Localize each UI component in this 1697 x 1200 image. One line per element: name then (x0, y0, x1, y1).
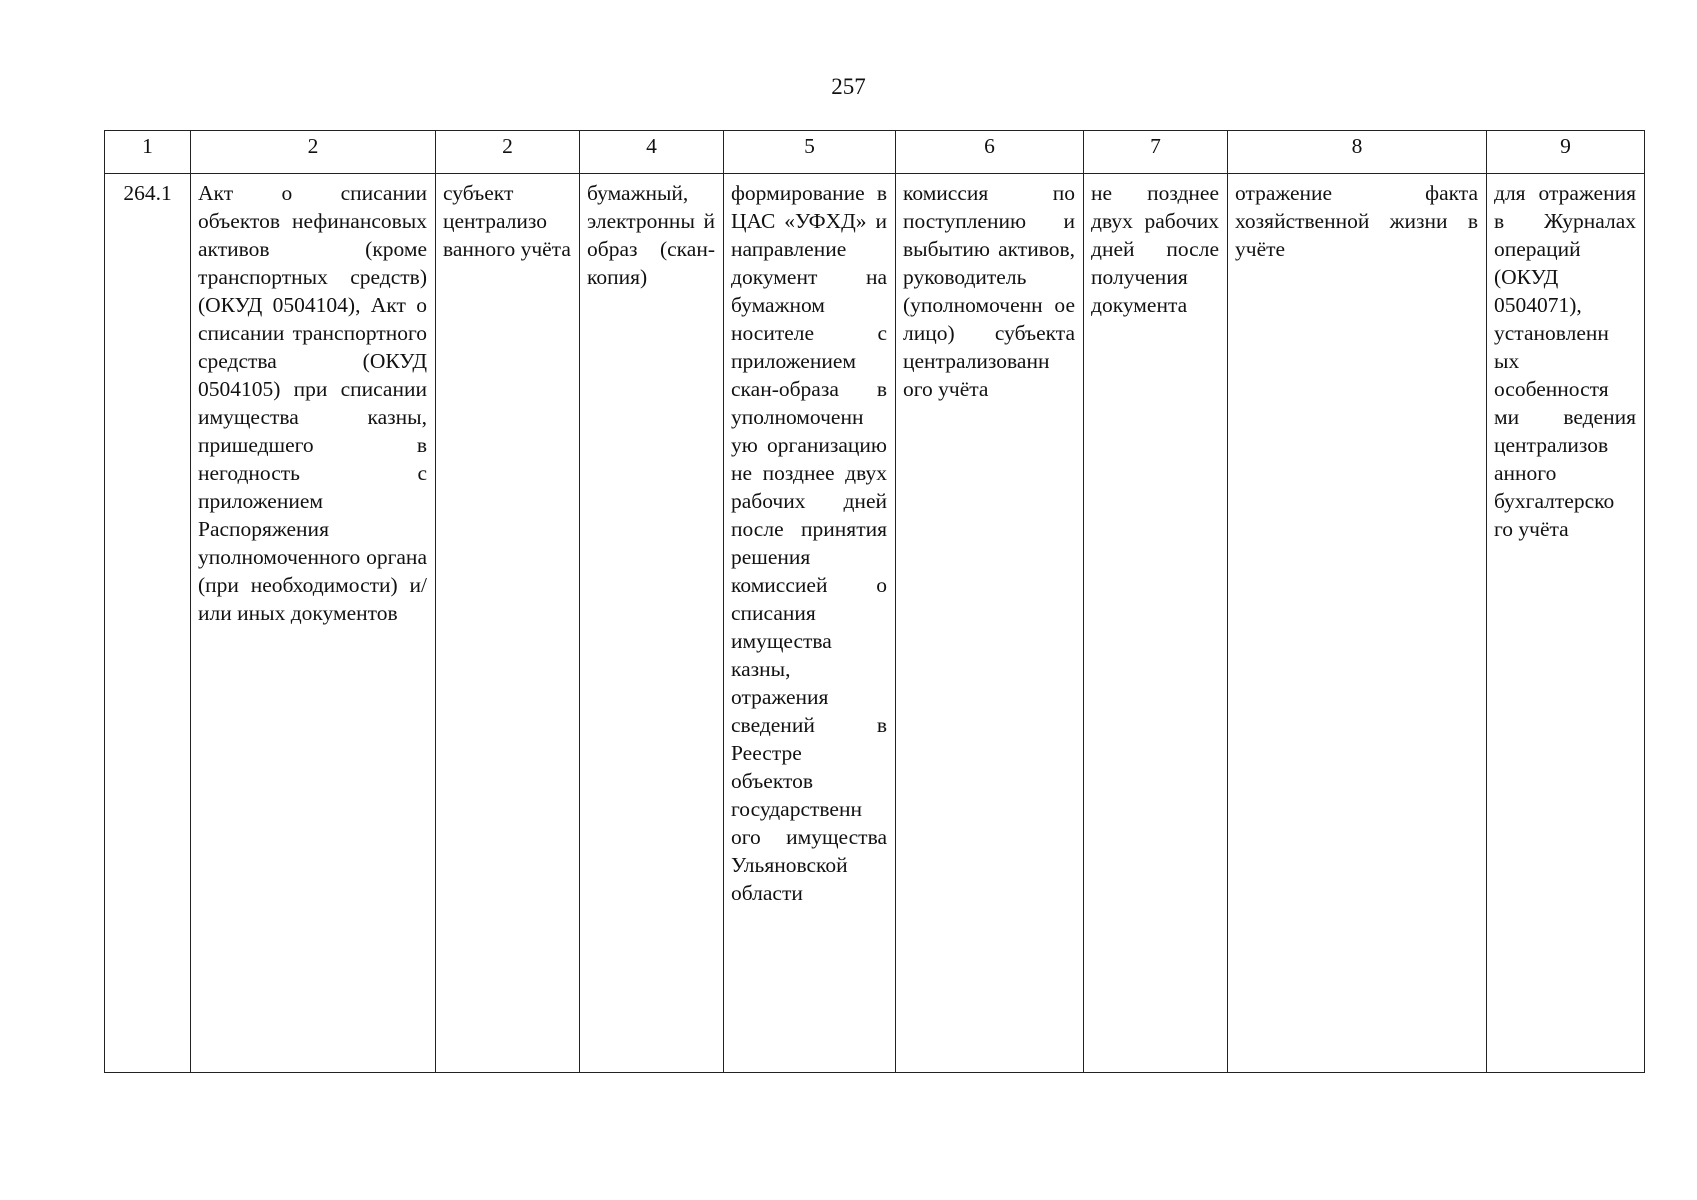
note-cell (1487, 174, 1645, 1073)
document-form-cell (580, 174, 724, 1073)
procedure-cell (724, 174, 896, 1073)
document-name-cell (191, 174, 436, 1073)
column-header: 2 (436, 131, 580, 174)
document-name-text: Акт о списании объектов нефинансовых активов (кроме транспортных средств) (ОКУД 0504104), Акт о списании транспортного средства (ОКУД 0504105) при списании имущества казны, пришедшего в негодность с приложением Распоряжения уполномоченного органа (при необходимости) и/или иных документов (198, 181, 427, 625)
column-header: 4 (580, 131, 724, 174)
column-header: 8 (1228, 131, 1487, 174)
row-number-cell (105, 174, 191, 1073)
column-header: 7 (1084, 131, 1228, 174)
row-number: 264.1 (123, 181, 172, 205)
document-form-text: бумажный, электронны й образ (скан- копия) (587, 181, 715, 289)
column-header: 6 (896, 131, 1084, 174)
purpose-cell (1228, 174, 1487, 1073)
responsible-text: субъект централизо ванного учёта (443, 181, 571, 261)
note-text: для отражения в Журналах операций (ОКУД 0504071), установленн ых особенностя ми ведения централизов анного бухгалтерско го учёта (1494, 181, 1636, 541)
page-number: 257 (831, 74, 866, 99)
signer-cell (896, 174, 1084, 1073)
table-row (105, 174, 1645, 1073)
table-header-row (105, 131, 1645, 174)
document-table (104, 130, 1645, 1073)
column-header: 9 (1487, 131, 1645, 174)
column-header: 5 (724, 131, 896, 174)
deadline-cell (1084, 174, 1228, 1073)
column-header: 2 (191, 131, 436, 174)
responsible-cell (436, 174, 580, 1073)
procedure-text: формирование в ЦАС «УФХД» и направление документ на бумажном носителе с приложением скан-образа в уполномоченн ую организацию не позднее двух рабочих дней после принятия решения комиссией о списания имущества казны, отражения сведений в Реестре объектов государственн ого имущества Ульяновской области (731, 181, 887, 905)
purpose-text: отражение факта хозяйственной жизни в учёте (1235, 181, 1478, 261)
column-header: 1 (105, 131, 191, 174)
signer-text: комиссия по поступлению и выбытию активов, руководитель (уполномоченн ое лицо) субъекта централизованн ого учёта (903, 181, 1075, 401)
deadline-text: не позднее двух рабочих дней после получения документа (1091, 181, 1219, 317)
